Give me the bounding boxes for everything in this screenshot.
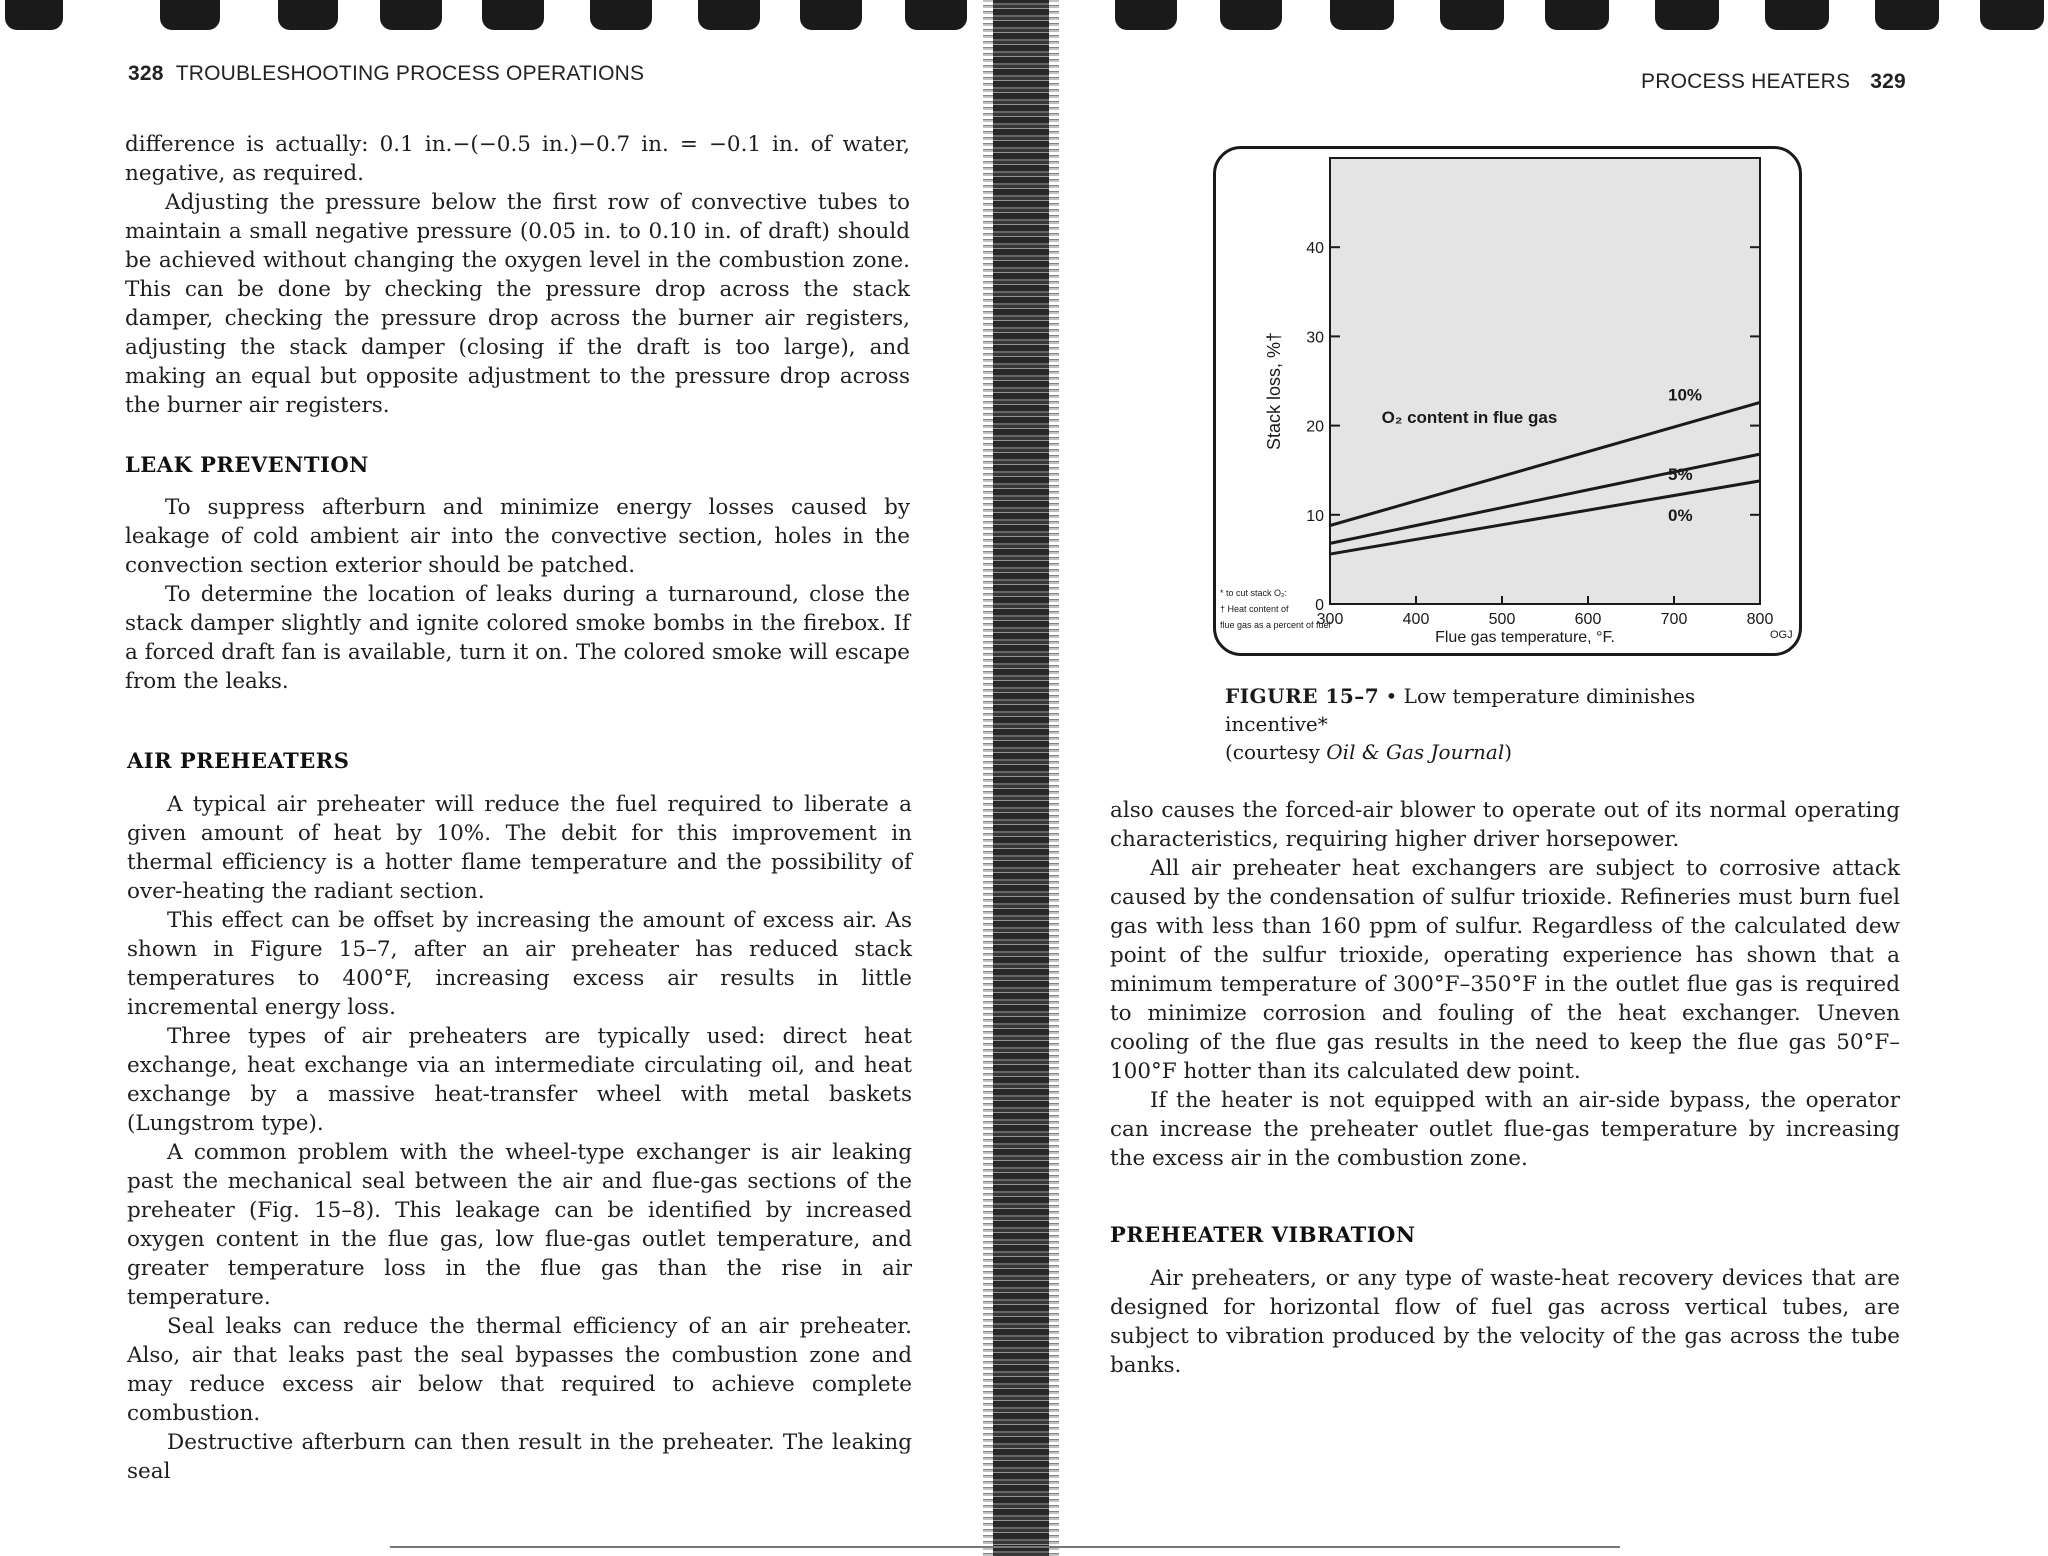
- y-tick-label: 30: [1306, 329, 1324, 347]
- paragraph: To determine the location of leaks during a turnaround, close the stack damper slightly and ignite colored smoke bombs in the firebox. If a forced draft fan is available, turn it on. The colored smoke will escape from the leaks.: [125, 582, 910, 694]
- running-head-title: PROCESS HEATERS: [1641, 70, 1851, 93]
- series-label: 0%: [1668, 505, 1693, 525]
- paragraph: also causes the forced-air blower to operate out of its normal operating characteristics, requiring higher driver horsepower.: [1110, 798, 1900, 852]
- air-text: [127, 790, 912, 1486]
- paragraph: Three types of air preheaters are typically used: direct heat exchange, heat exchange via an intermediate circulating oil, and heat exchange by a massive heat-transfer wheel with metal baskets (Lungstrom type).: [127, 1024, 912, 1136]
- section-heading: PREHEATER VIBRATION: [1110, 1222, 1416, 1247]
- y-axis-label: Stack loss, %†: [1264, 331, 1284, 451]
- series-label: 5%: [1668, 465, 1693, 485]
- paragraph: A common problem with the wheel-type exchanger is air leaking past the mechanical seal between the air and flue-gas sections of the preheater (Fig. 15–8). This leakage can be identified by increased oxygen content in the flue gas, low flue-gas outlet temperature, and greater temperature loss in the flue gas than the rise in air temperature.: [127, 1140, 912, 1310]
- y-tick-label: 40: [1306, 240, 1324, 258]
- page-edge-rule: [390, 1546, 1620, 1548]
- figure-footnote: flue gas as a percent of fuel: [1220, 620, 1331, 630]
- figure-footnote: † Heat content of: [1220, 604, 1289, 614]
- o2-content-annotation: O₂ content in flue gas: [1381, 407, 1558, 427]
- caption-credit-pre: (courtesy: [1225, 740, 1327, 764]
- paragraph: Seal leaks can reduce the thermal efficiency of an air preheater. Also, air that leaks past the seal bypasses the combustion zone and may reduce excess air below that required to achieve complete combustion.: [127, 1314, 912, 1426]
- x-axis-label: Flue gas temperature, °F.: [1435, 629, 1615, 646]
- paragraph: difference is actually: 0.1 in.−(−0.5 in.)−0.7 in. = −0.1 in. of water, negative, as required.: [125, 132, 910, 186]
- y-tick-label: 10: [1306, 507, 1324, 525]
- intro-text: [125, 130, 910, 420]
- x-tick-label: 400: [1402, 611, 1430, 628]
- figure-footnote: * to cut stack O₂:: [1220, 588, 1288, 598]
- x-tick-label: 500: [1488, 611, 1516, 628]
- figure-label: FIGURE 15–7: [1225, 684, 1380, 708]
- book-spine: [993, 0, 1049, 1556]
- x-tick-label: 300: [1316, 611, 1344, 628]
- left-running-head: [128, 62, 644, 86]
- paragraph: Destructive afterburn can then result in the preheater. The leaking seal: [127, 1430, 912, 1484]
- caption-credit-post: ): [1504, 740, 1513, 764]
- continued-text: [1110, 796, 1900, 1173]
- section-heading: AIR PREHEATERS: [127, 748, 350, 773]
- paragraph: If the heater is not equipped with an air-side bypass, the operator can increase the preheater outlet flue-gas temperature by increasing the excess air in the combustion zone.: [1110, 1088, 1900, 1171]
- x-tick-label: 800: [1746, 611, 1774, 628]
- right-running-head: [1641, 70, 1906, 94]
- leak-text: [125, 493, 910, 696]
- source-mark: OGJ: [1770, 629, 1793, 641]
- y-tick-label: 20: [1306, 418, 1324, 436]
- caption-credit-source: Oil & Gas Journal: [1326, 740, 1505, 764]
- figure-caption-text: • Low temperature diminishes incentive*: [1225, 684, 1696, 736]
- series-label: 10%: [1668, 385, 1703, 405]
- paragraph: To suppress afterburn and minimize energy losses caused by leakage of cold ambient air into the convective section, holes in the convection section exterior should be patched.: [125, 495, 910, 578]
- paragraph: All air preheater heat exchangers are subject to corrosive attack caused by the condensation of sulfur trioxide. Refineries must burn fuel gas with less than 160 ppm of sulfur. Regardless of the calculated dew point of the sulfur trioxide, operating experience has shown that a minimum temperature of 300°F–350°F in the outlet flue gas is required to minimize corrosion and fouling of the heat exchanger. Uneven cooling of the flue gas results in the need to keep the flue gas 50°F–100°F hotter than its calculated dew point.: [1110, 856, 1900, 1084]
- paragraph: A typical air preheater will reduce the fuel required to liberate a given amount of heat by 10%. The debit for this improvement in thermal efficiency is a hotter flame temperature and the possibility of over-heating the radiant section.: [127, 792, 912, 904]
- paragraph: This effect can be offset by increasing the amount of excess air. As shown in Figure 15–7, after an air preheater has reduced stack temperatures to 400°F, increasing excess air results in little incremental energy loss.: [127, 908, 912, 1020]
- paragraph: Air preheaters, or any type of waste-heat recovery devices that are designed for horizontal flow of fuel gas across vertical tubes, are subject to vibration produced by the velocity of the gas across the tube banks.: [1110, 1266, 1900, 1378]
- plot-area: [1330, 158, 1760, 604]
- left-page: [0, 0, 990, 1556]
- vibration-text: [1110, 1264, 1900, 1380]
- running-head-title: TROUBLESHOOTING PROCESS OPERATIONS: [175, 62, 645, 85]
- page-number: 328: [128, 62, 164, 85]
- stack-loss-chart: [1190, 140, 1810, 660]
- x-tick-label: 600: [1574, 611, 1602, 628]
- figure-caption: [1225, 682, 1785, 766]
- section-heading: LEAK PREVENTION: [125, 452, 369, 477]
- page-number: 329: [1870, 70, 1906, 93]
- x-tick-label: 700: [1660, 611, 1688, 628]
- y-tick-label: 0: [1315, 597, 1324, 614]
- paragraph: Adjusting the pressure below the first row of convective tubes to maintain a small negative pressure (0.05 in. to 0.10 in. of draft) should be achieved without changing the oxygen level in the combustion zone. This can be done by checking the pressure drop across the stack damper, checking the pressure drop across the burner air registers, adjusting the stack damper (closing if the draft is too large), and making an equal but opposite adjustment to the pressure drop across the burner air registers.: [125, 190, 910, 418]
